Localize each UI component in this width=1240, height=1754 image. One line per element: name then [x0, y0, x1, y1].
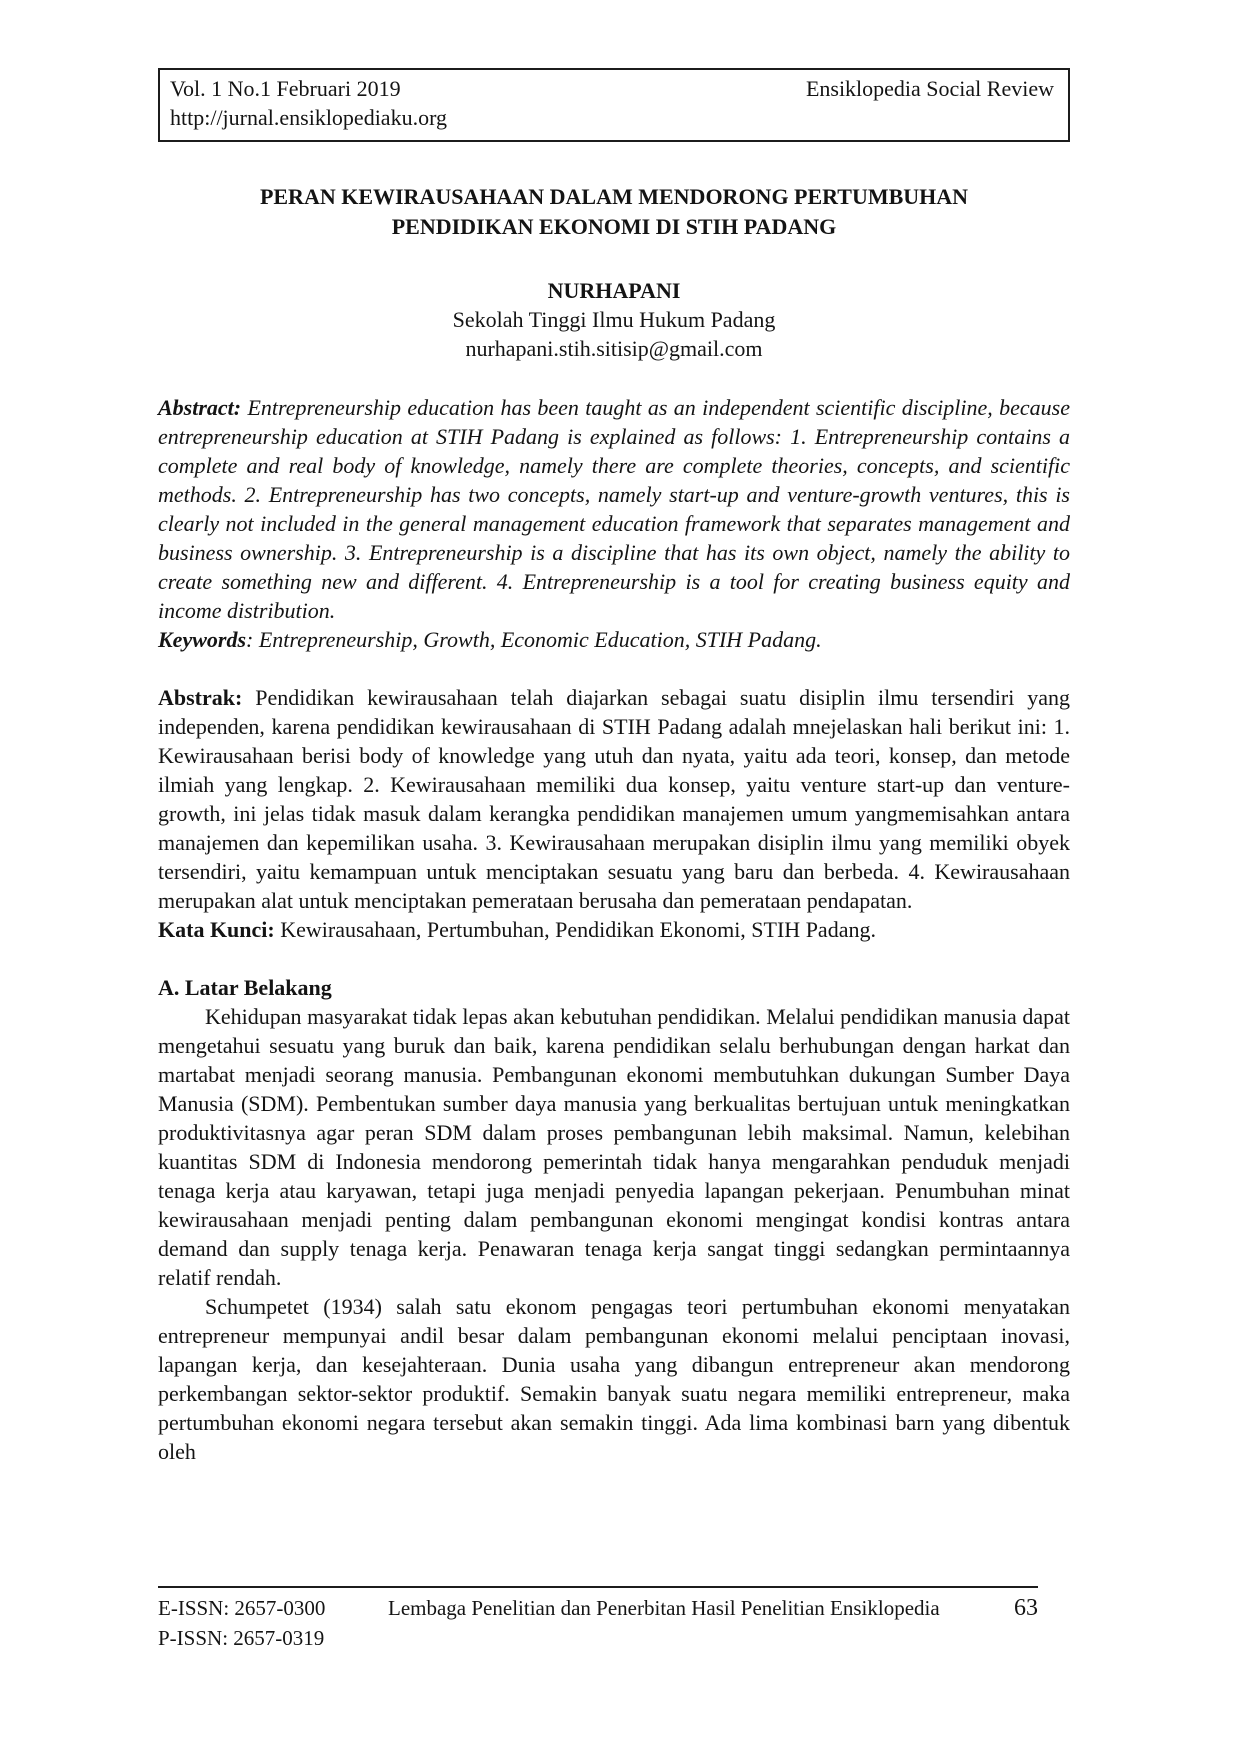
abstrak-label: Abstrak: — [158, 685, 243, 710]
page-content — [158, 0, 1070, 1466]
footer-publisher: Lembaga Penelitian dan Penerbitan Hasil Penelitian Ensiklopedia — [388, 1596, 940, 1620]
section-a-paragraph-1: Kehidupan masyarakat tidak lepas akan kebutuhan pendidikan. Melalui pendidikan manusia dapat mengetahui sesuatu yang buruk dan baik, karena pendidikan selalu berhubungan dengan harkat dan martabat menjadi seorang manusia. Pembangunan ekonomi membutuhkan dukungan Sumber Daya Manusia (SDM). Pembentukan sumber daya manusia yang berkualitas bertujuan untuk meningkatkan produktivitasnya agar peran SDM dalam proses pembangunan lebih maksimal. Namun, kelebihan kuantitas SDM di Indonesia mendorong pemerintah tidak hanya mengarahkan penduduk menjadi tenaga kerja atau karyawan, tetapi juga menjadi penyedia lapangan pekerjaan. Penumbuhan minat kewirausahaan menjadi penting dalam pembangunan ekonomi mengingat kondisi kontras antara demand dan supply tenaga kerja. Penawaran tenaga kerja sangat tinggi sedangkan permintaannya relatif rendah. — [158, 1004, 1070, 1290]
footer-line-1 — [158, 1593, 1038, 1623]
footer-eissn: E-ISSN: 2657-0300 — [158, 1596, 326, 1620]
kata-kunci-text: Kewirausahaan, Pertumbuhan, Pendidikan Ekonomi, STIH Padang. — [274, 917, 876, 942]
author-name: NURHAPANI — [547, 278, 681, 303]
kata-kunci-label: Kata Kunci: — [158, 917, 275, 942]
article-title-line1: PERAN KEWIRAUSAHAAN DALAM MENDORONG PERTUMBUHAN — [259, 184, 969, 209]
journal-header-left — [170, 74, 447, 132]
page-footer — [158, 1586, 1038, 1653]
journal-header-box — [158, 68, 1070, 142]
article-title — [158, 182, 1070, 242]
keywords-line — [158, 625, 1070, 654]
page-number: 63 — [1014, 1595, 1038, 1621]
abstract-label: Abstract: — [158, 395, 242, 420]
footer-pissn: P-ISSN: 2657-0319 — [158, 1626, 325, 1650]
abstrak-paragraph — [158, 683, 1070, 915]
keywords-text: : Entrepreneurship, Growth, Economic Education, STIH Padang. — [246, 627, 822, 652]
abstrak-text: Pendidikan kewirausahaan telah diajarkan sebagai suatu disiplin ilmu tersendiri yang independen, karena pendidikan kewirausahaan di STIH Padang adalah mnejelaskan hali berikut ini: 1. Kewirausahaan berisi body of knowledge yang utuh dan nyata, yaitu ada teori, konsep, dan metode ilmiah yang lengkap. 2. Kewirausahaan memiliki dua konsep, yaitu venture start-up dan venture-growth, ini jelas tidak masuk dalam kerangka pendidikan manajemen umum yangmemisahkan antara manajemen dan kepemilikan usaha. 3. Kewirausahaan merupakan disiplin ilmu yang memiliki obyek tersendiri, yaitu kemampuan untuk menciptakan sesuatu yang baru dan berbeda. 4. Kewirausahaan merupakan alat untuk menciptakan pemerataan berusaha dan pemerataan pendapatan. — [158, 685, 1070, 913]
abstract-paragraph — [158, 393, 1070, 625]
byline — [158, 276, 1070, 363]
section-a-paragraph-2: Schumpetet (1934) salah satu ekonom pengagas teori pertumbuhan ekonomi menyatakan entrepreneur mempunyai andil besar dalam pembangunan ekonomi melalui penciptaan inovasi, lapangan kerja, dan kesejahteraan. Dunia usaha yang dibangun entrepreneur akan mendorong perkembangan sektor-sektor produktif. Semakin banyak suatu negara memiliki entrepreneur, maka pertumbuhan ekonomi negara tersebut akan semakin tinggi. Ada lima kombinasi barn yang dibentuk oleh — [158, 1294, 1070, 1464]
kata-kunci-line — [158, 915, 1070, 944]
author-email: nurhapani.stih.sitisip@gmail.com — [465, 336, 763, 361]
journal-url: http://jurnal.ensiklopediaku.org — [170, 105, 447, 130]
journal-name: Ensiklopedia Social Review — [805, 76, 1054, 101]
volume-issue-line: Vol. 1 No.1 Februari 2019 — [170, 76, 401, 101]
article-title-line2: PENDIDIKAN EKONOMI DI STIH PADANG — [391, 214, 837, 239]
section-a-heading: A. Latar Belakang — [158, 975, 332, 1000]
keywords-label: Keywords — [158, 627, 246, 652]
abstract-text: Entrepreneurship education has been taught as an independent scientific discipline, because entrepreneurship education at STIH Padang is explained as follows: 1. Entrepreneurship contains a complete and real body of knowledge, namely there are complete theories, concepts, and scientific methods. 2. Entrepreneurship has two concepts, namely start-up and venture-growth ventures, this is clearly not included in the general management education framework that separates management and business ownership. 3. Entrepreneurship is a discipline that has its own object, namely the ability to create something new and different. 4. Entrepreneurship is a tool for creating business equity and income distribution. — [158, 395, 1070, 623]
author-affiliation: Sekolah Tinggi Ilmu Hukum Padang — [452, 307, 776, 332]
